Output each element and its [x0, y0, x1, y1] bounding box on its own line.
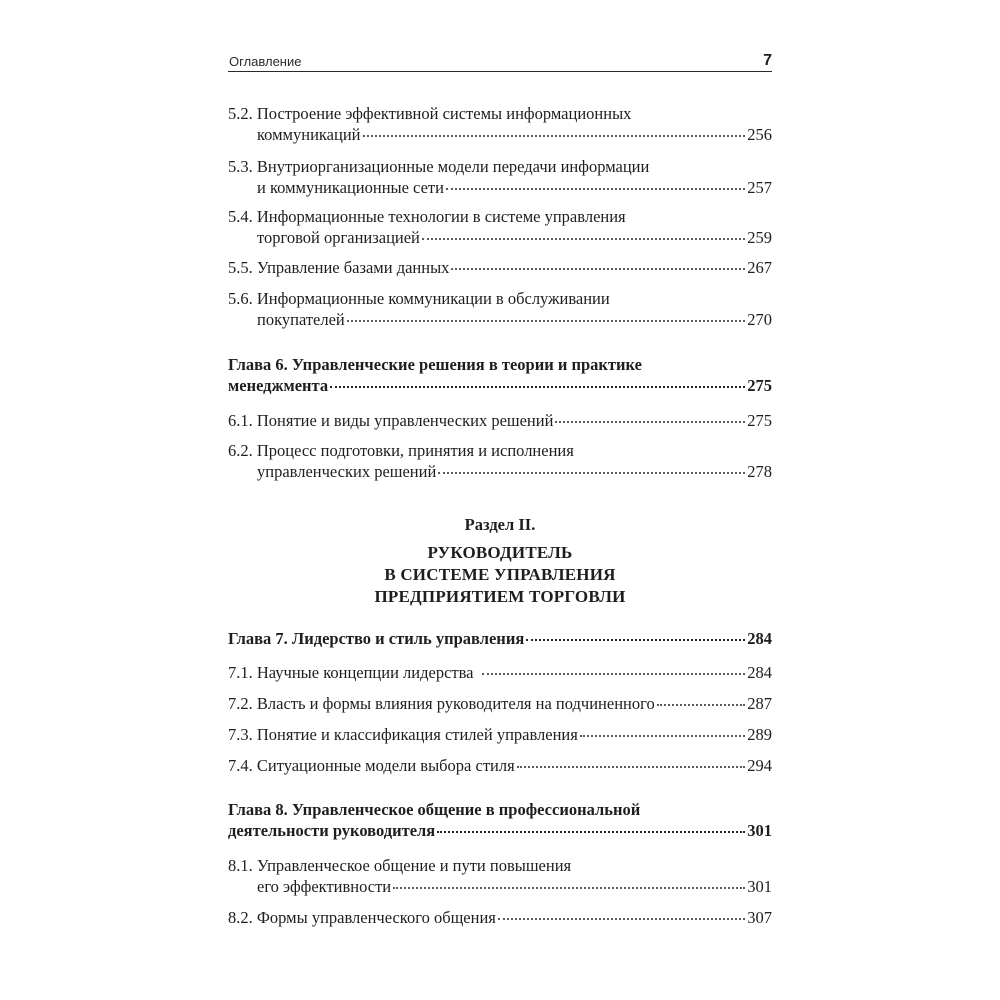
toc-page-number: 301	[747, 877, 772, 896]
toc-entry-8-1-line1	[228, 855, 772, 877]
toc-entry-5-2-line1	[228, 103, 772, 125]
toc-entry-text: его эффективности	[257, 877, 392, 896]
toc-entry-text: 8.2. Формы управленческого общения	[228, 908, 496, 927]
toc-entry-5-3-line1	[228, 156, 772, 178]
dot-leader	[657, 704, 746, 706]
toc-entry-text: 7.4. Ситуационные модели выбора стиля	[228, 756, 515, 775]
section-label: Раздел II.	[464, 515, 536, 534]
toc-page-number: 284	[747, 629, 772, 648]
toc-entry-5-5[interactable]	[228, 257, 772, 279]
toc-page-number: 270	[747, 310, 772, 329]
chapter-8-heading-line1	[228, 799, 772, 821]
chapter-heading-text: Глава 6. Управленческие решения в теории и практике	[228, 355, 642, 374]
section-title-line: ПРЕДПРИЯТИЕМ ТОРГОВЛИ	[374, 587, 626, 606]
toc-page-number: 278	[747, 462, 772, 481]
chapter-heading-text: Глава 8. Управленческое общение в профессиональной	[228, 800, 641, 819]
toc-entry-text: 8.1. Управленческое общение и пути повышения	[228, 856, 572, 875]
page-number: 7	[763, 52, 772, 69]
toc-page-number: 259	[747, 228, 772, 247]
dot-leader	[437, 831, 745, 833]
toc-entry-text: 5.5. Управление базами данных	[228, 258, 450, 277]
section-heading	[228, 514, 772, 604]
toc-entry-6-2-line1	[228, 440, 772, 462]
chapter-heading-text: деятельности руководителя	[228, 821, 436, 840]
dot-leader	[446, 188, 745, 190]
toc-entry-text: 5.6. Информационные коммуникации в обслуживании	[228, 289, 610, 308]
toc-entry-6-2[interactable]	[257, 461, 772, 483]
toc-page-number: 294	[747, 756, 772, 775]
dot-leader	[330, 386, 745, 388]
running-head	[228, 51, 772, 72]
toc-entry-text: 6.1. Понятие и виды управленческих решений	[228, 411, 554, 430]
chapter-7-heading[interactable]	[228, 628, 772, 650]
toc-entry-8-2[interactable]	[228, 907, 772, 929]
dot-leader	[482, 673, 746, 675]
toc-entry-5-4[interactable]	[257, 227, 772, 249]
toc-entry-text: 7.1. Научные концепции лидерства	[228, 663, 474, 682]
toc-entry-text: 5.2. Построение эффективной системы информационных	[228, 104, 632, 123]
toc-entry-text: 5.4. Информационные технологии в системе управления	[228, 207, 626, 226]
toc-entry-5-4-line1	[228, 206, 772, 228]
toc-page-number: 287	[747, 694, 772, 713]
chapter-heading-text: Глава 7. Лидерство и стиль управления	[228, 629, 525, 648]
toc-entry-text: и коммуникационные сети	[257, 178, 444, 197]
dot-leader	[526, 639, 745, 641]
toc-entry-6-1[interactable]	[228, 410, 772, 432]
toc-entry-text: покупателей	[257, 310, 345, 329]
toc-entry-text: коммуникаций	[257, 125, 361, 144]
toc-entry-5-6[interactable]	[257, 309, 772, 331]
dot-leader	[393, 887, 745, 889]
toc-page-number: 267	[747, 258, 772, 277]
dot-leader	[438, 472, 745, 474]
dot-leader	[451, 268, 745, 270]
toc-entry-5-2[interactable]	[257, 124, 772, 146]
dot-leader	[517, 766, 746, 768]
toc-entry-7-3[interactable]	[228, 724, 772, 746]
toc-entry-text: 7.3. Понятие и классификация стилей управления	[228, 725, 578, 744]
toc-page-number: 275	[747, 376, 772, 395]
toc-entry-text: торговой организацией	[257, 228, 420, 247]
dot-leader	[498, 918, 745, 920]
section-title-line: В СИСТЕМЕ УПРАВЛЕНИЯ	[384, 565, 616, 584]
chapter-heading-text: менеджмента	[228, 376, 329, 395]
toc-entry-text: 6.2. Процесс подготовки, принятия и исполнения	[228, 441, 574, 460]
toc-entry-5-6-line1	[228, 288, 772, 310]
toc-entry-7-2[interactable]	[228, 693, 772, 715]
section-title-line: РУКОВОДИТЕЛЬ	[427, 543, 573, 562]
dot-leader	[580, 735, 745, 737]
dot-leader	[422, 238, 745, 240]
toc-entry-8-1[interactable]	[257, 876, 772, 898]
chapter-6-heading-line1	[228, 354, 772, 376]
dot-leader	[363, 135, 746, 137]
toc-page-number: 301	[747, 821, 772, 840]
toc-page-number: 284	[747, 663, 772, 682]
toc-page-number: 275	[747, 411, 772, 430]
toc-entry-text: 5.3. Внутриорганизационные модели передачи информации	[228, 157, 650, 176]
running-head-title: Оглавление	[229, 54, 302, 69]
toc-page-number: 256	[747, 125, 772, 144]
toc-entry-7-1[interactable]	[228, 662, 772, 684]
chapter-8-heading[interactable]	[228, 820, 772, 842]
toc-entry-text: 7.2. Власть и формы влияния руководителя на подчиненного	[228, 694, 655, 713]
chapter-6-heading[interactable]	[228, 375, 772, 397]
toc-entry-5-3[interactable]	[257, 177, 772, 199]
toc-entry-7-4[interactable]	[228, 755, 772, 777]
toc-entry-text: управленческих решений	[257, 462, 437, 481]
dot-leader	[555, 421, 745, 423]
toc-page-number: 257	[747, 178, 772, 197]
toc-page-number: 307	[747, 908, 772, 927]
toc-page-number: 289	[747, 725, 772, 744]
dot-leader	[347, 320, 745, 322]
